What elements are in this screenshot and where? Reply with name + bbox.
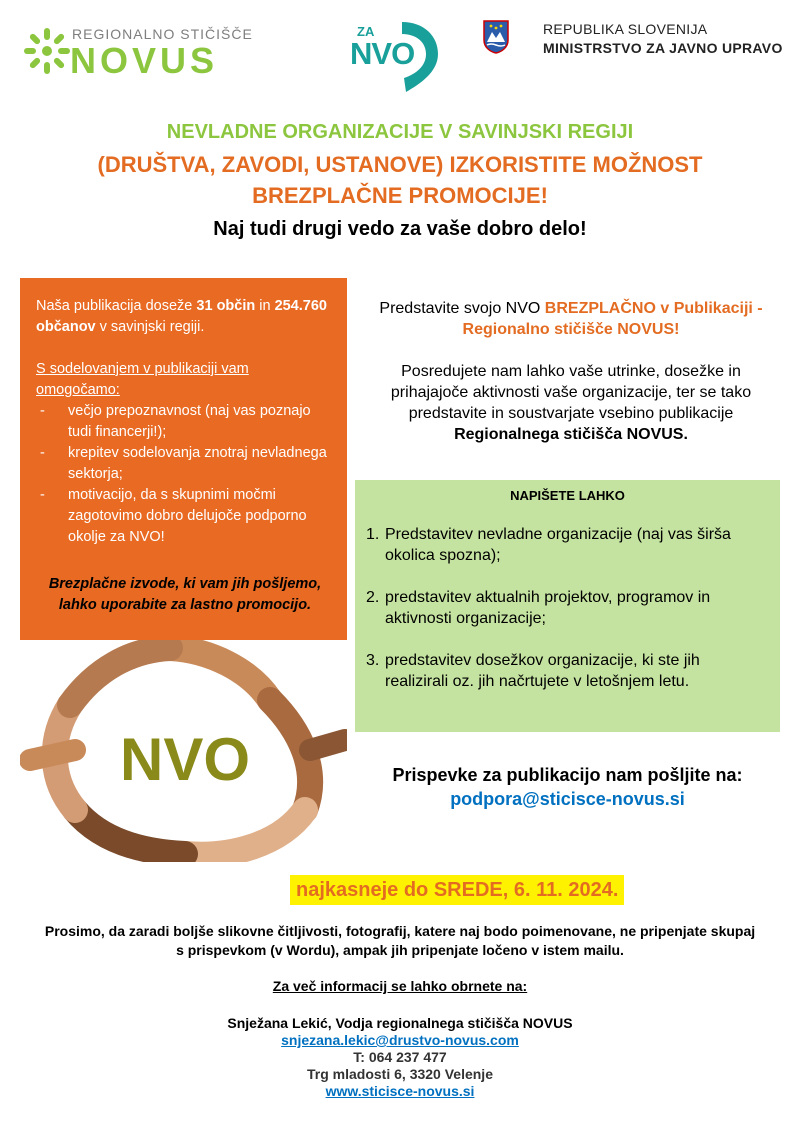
orange-box-text — [36, 296, 336, 548]
novus-sun-logo-icon — [22, 26, 72, 76]
contact-address: Trg mladosti 6, 3320 Velenje — [307, 1066, 493, 1082]
republic-label: REPUBLIKA SLOVENIJA — [543, 21, 708, 37]
title-line-1: NEVLADNE ORGANIZACIJE V SAVINJSKI REGIJI — [166, 121, 634, 143]
zanvo-logo-za: ZA — [357, 24, 375, 39]
contact-block — [0, 1015, 800, 1100]
list-item: - motivacijo, da s skupnimi močmi zagotovimo dobro delujoče podporno okolje za NVO! — [36, 485, 336, 548]
novus-logo-title: NOVUS — [70, 40, 219, 81]
slovenia-coat-of-arms-icon — [483, 20, 509, 54]
list-item: 3. predstavitev dosežkov organizacije, ki ste jih realizirali oz. jih načrtujete v letošnjem letu. — [366, 652, 700, 690]
submission-email-link[interactable]: podpora@sticisce-novus.si — [450, 789, 685, 809]
contribution-paragraph: Posredujete nam lahko vaše utrinke, dosežke in prihajajoče aktivnosti vaše organizacije, ter se tako predstavite in soustvarjate vsebino publikacije Regionalnega stičišča NOVUS. — [390, 363, 752, 443]
hands-circle-image — [20, 640, 347, 862]
list-item: - krepitev sodelovanja znotraj nevladnega sektorja; — [36, 443, 336, 485]
benefits-list — [36, 401, 336, 548]
reach-paragraph: Naša publikacija doseže 31 občin in 254.760 občanov v savinjski regiji. — [36, 298, 327, 335]
deadline-banner: najkasneje do SREDE, 6. 11. 2024. — [290, 875, 624, 905]
list-item: 2. predstavitev aktualnih projektov, programov in aktivnosti organizacije; — [366, 589, 711, 627]
title-line-3: BREZPLAČNE PROMOCIJE! — [252, 183, 548, 208]
right-intro — [365, 298, 777, 445]
send-label: Prispevke za publikacijo nam pošljite na: — [392, 765, 743, 785]
contact-name: Snježana Lekić, Vodja regionalnega stičišča NOVUS — [227, 1015, 573, 1031]
website-link[interactable]: www.sticisce-novus.si — [325, 1083, 475, 1099]
photo-nvo-label: NVO — [120, 726, 251, 793]
subtitle: Naj tudi drugi vedo za vaše dobro delo! — [213, 218, 587, 240]
benefits-heading: S sodelovanjem v publikaciji vam omogočamo: — [36, 361, 249, 398]
photo-note: Prosimo, da zaradi boljše slikovne čitljivosti, fotografij, katere naj bodo poimenovane, ne pripenjate skupaj s prispevkom (v Wordu), ampak jih pripenjate ločeno v istem mailu. — [44, 923, 756, 958]
info-heading: Za več informacij se lahko obrnete na: — [272, 978, 528, 994]
novus-logo-subtitle: REGIONALNO STIČIŠČE — [72, 26, 253, 42]
list-item: - večjo prepoznavnost (naj vas poznajo tudi financerji!); — [36, 401, 336, 443]
contact-phone: T: 064 237 477 — [353, 1049, 447, 1065]
list-item: 1. Predstavitev nevladne organizacije (naj vas širša okolica spozna); — [366, 526, 731, 564]
contact-email-link[interactable]: snjezana.lekic@drustvo-novus.com — [281, 1032, 519, 1048]
promo-paragraph: Predstavite svojo NVO BREZPLAČNO v Publikaciji - Regionalno stičišče NOVUS! — [379, 300, 763, 338]
ministry-label: MINISTRSTVO ZA JAVNO UPRAVO — [543, 40, 783, 56]
free-copies-note: Brezplačne izvode, ki vam jih pošljemo, lahko uporabite za lastno promocijo. — [48, 576, 322, 613]
zanvo-logo-nvo: NVO — [350, 36, 415, 71]
title-line-2: (DRUŠTVA, ZAVODI, USTANOVE) IZKORISTITE MOŽNOST — [97, 152, 703, 177]
topics-list — [366, 524, 766, 713]
green-box-title: NAPIŠETE LAHKO — [510, 488, 625, 503]
